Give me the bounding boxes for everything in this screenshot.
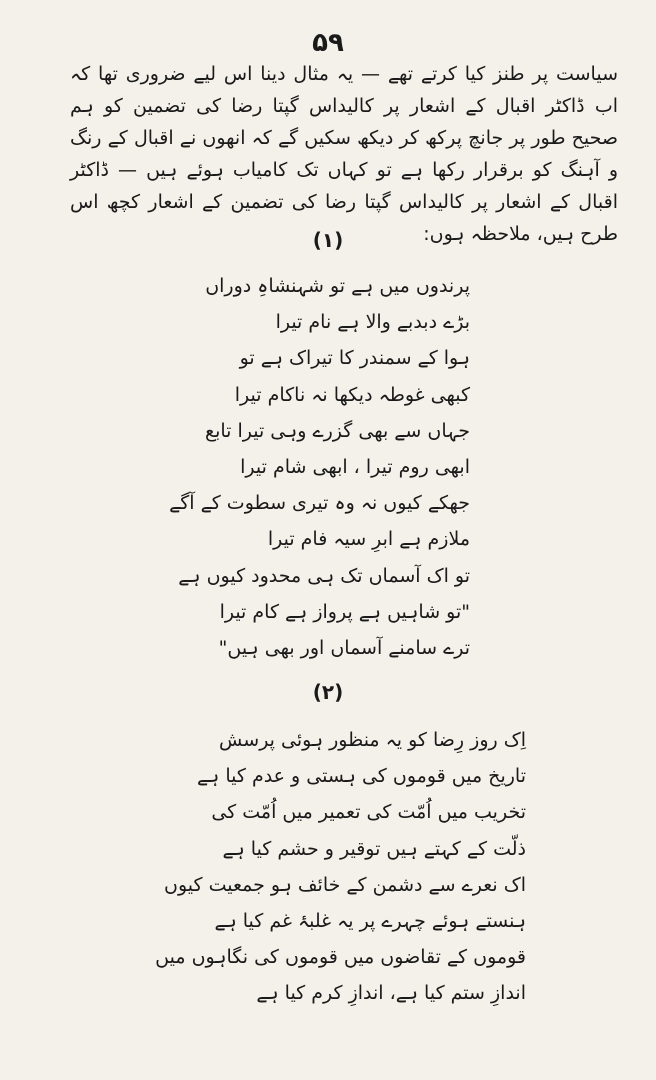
poem-line: ابھی روم تیرا ، ابھی شام تیرا — [240, 456, 470, 479]
intro-paragraph-block — [70, 58, 618, 250]
poem-line: قوموں کے تقاضوں میں قوموں کی نگاہوں میں — [155, 946, 526, 969]
poem-line: ترے سامنے آسماں اور بھی ہیں" — [218, 637, 470, 660]
intro-paragraph: سیاست پر طنز کیا کرتے تھے — یہ مثال دینا اس لیے ضروری تھا کہ اب ڈاکٹر اقبال کے اشعار پر کالیداس گپتا رضا کی تضمین کو ہم صحیح طور پر جانچ پرکھ کر دیکھ سکیں گے کہ انھوں نے اقبال کے رنگ و آہنگ کو برقرار رکھا ہے تو کہاں تک کامیاب ہوئے ہیں — ڈاکٹر اقبال کے اشعار پر کالیداس گپتا رضا کی تضمین کے اشعار کچھ اس طرح ہیں، ملاحظہ ہوں: — [70, 63, 618, 245]
poem-line: ذلّت کے کہتے ہیں توقیر و حشم کیا ہے — [222, 837, 526, 860]
poem-line: تخریب میں اُمّت کی تعمیر میں اُمّت کی — [211, 801, 526, 824]
poem-line: اک نعرے سے دشمن کے خائف ہو جمعیت کیوں — [163, 873, 526, 896]
poem-line: تاریخ میں قوموں کی ہستی و عدم کیا ہے — [197, 765, 526, 788]
section-marker-1: (۱) — [312, 228, 344, 252]
poem-line: "تو شاہیں ہے پرواز ہے کام تیرا — [219, 600, 470, 623]
poem-line: ملازم ہے ابرِ سیہ فام تیرا — [267, 528, 470, 551]
poem-line: اندازِ ستم کیا ہے، اندازِ کرم کیا ہے — [256, 982, 526, 1005]
poem-stanza-1 — [169, 268, 470, 666]
poem-line: تو اک آسماں تک ہی محدود کیوں ہے — [178, 564, 470, 587]
poem-line: اِک روز رِضا کو یہ منظور ہوئی پرسش — [219, 729, 526, 751]
page-number: ۵۹ — [312, 28, 344, 58]
poem-line: بڑے دبدبے والا ہے نام تیرا — [275, 311, 470, 334]
poem-line: کبھی غوطہ دیکھا نہ ناکام تیرا — [234, 383, 470, 406]
poem-stanza-2 — [148, 722, 526, 1012]
section-marker-2: (۲) — [312, 680, 344, 704]
poem-line: ہنستے ہوئے چہرے پر یہ غلبۂ غم کیا ہے — [214, 910, 526, 933]
poem-line: جہاں سے بھی گزرے وہی تیرا تابع — [204, 419, 470, 442]
poem-line: پرندوں میں ہے تو شہنشاہِ دوراں — [205, 275, 470, 297]
poem-line: جھکے کیوں نہ وہ تیری سطوت کے آگے — [169, 492, 470, 515]
poem-line: ہوا کے سمندر کا تیراک ہے تو — [239, 347, 470, 370]
